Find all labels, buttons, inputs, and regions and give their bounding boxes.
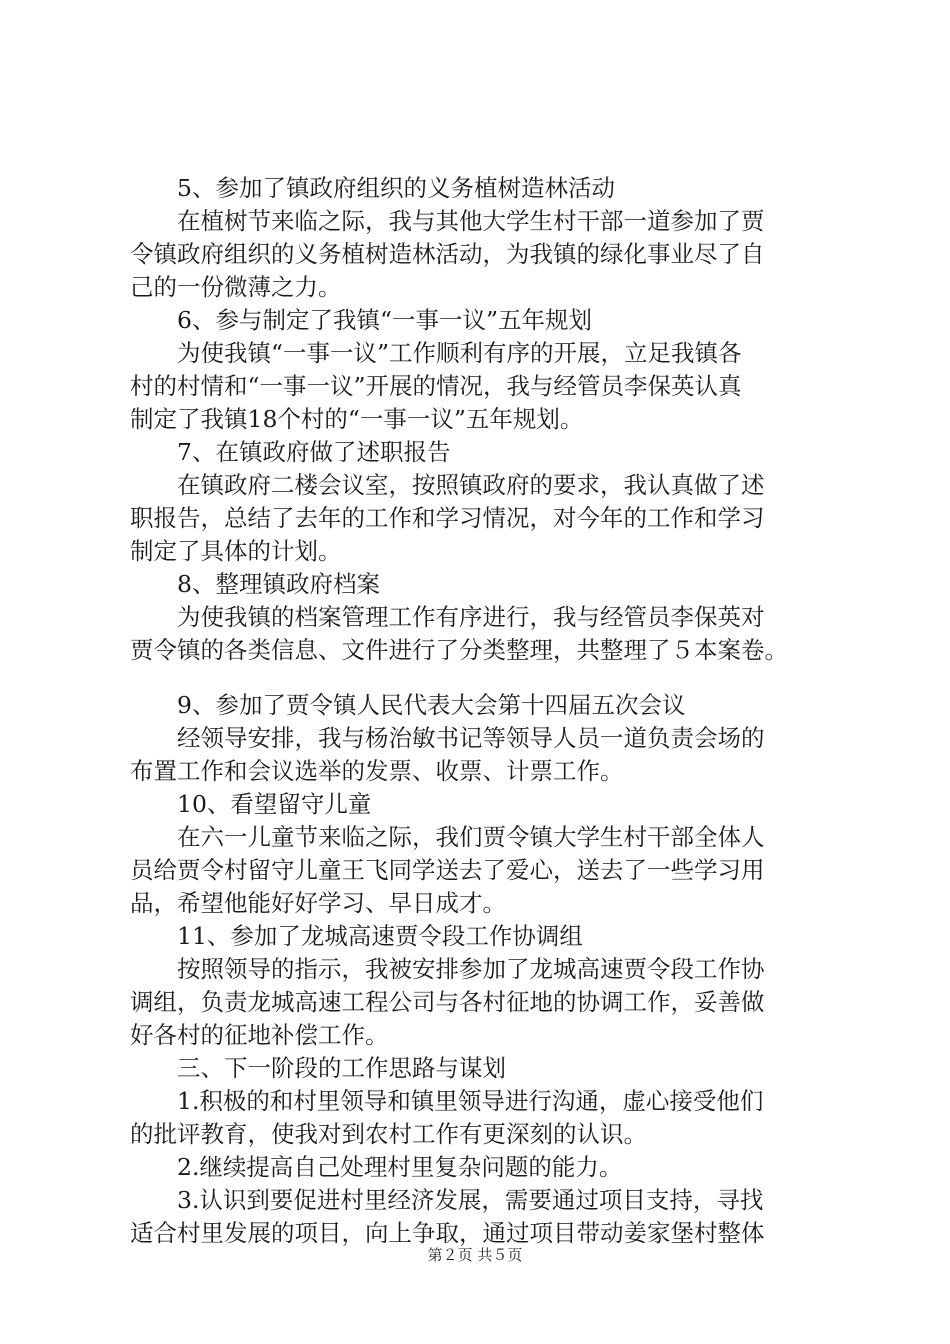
paragraph-line: 适合村里发展的项目，向上争取，通过项目带动姜家堡村整体 [130, 1219, 765, 1247]
paragraph-line: 员给贾令村留守儿童王飞同学送去了爱心，送去了一些学习用 [130, 856, 765, 884]
heading-10: 10、看望留守儿童 [177, 790, 372, 818]
paragraph-spacer [130, 667, 835, 689]
section-heading-3: 三、下一阶段的工作思路与谋划 [177, 1054, 506, 1082]
paragraph-line: 制定了我镇18个村的“一事一议”五年规划。 [130, 405, 584, 433]
plan-item-1: 1.积极的和村里领导和镇里领导进行沟通，虚心接受他们 [177, 1087, 764, 1115]
page-number-footer: 第２页 共５页 [427, 1246, 523, 1264]
heading-8: 8、整理镇政府档案 [177, 570, 380, 598]
plan-item-2: 2.继续提高自己处理村里复杂问题的能力。 [177, 1153, 623, 1181]
paragraph-line: 令镇政府组织的义务植树造林活动，为我镇的绿化事业尽了自 [130, 240, 765, 268]
paragraph-line: 好各村的征地补偿工作。 [130, 1021, 389, 1049]
heading-9: 9、参加了贾令镇人民代表大会第十四届五次会议 [177, 691, 686, 719]
paragraph-line: 制定了具体的计划。 [130, 537, 342, 565]
paragraph-line: 在六一儿童节来临之际，我们贾令镇大学生村干部全体人 [177, 823, 765, 851]
plan-item-3: 3.认识到要促进村里经济发展，需要通过项目支持，寻找 [177, 1186, 764, 1214]
paragraph-line: 为使我镇“一事一议”工作顺利有序的开展，立足我镇各 [177, 339, 742, 367]
paragraph-line: 职报告，总结了去年的工作和学习情况，对今年的工作和学习 [130, 504, 765, 532]
paragraph-line: 村的村情和“一事一议”开展的情况，我与经管员李保英认真 [130, 372, 742, 400]
paragraph-line: 按照领导的指示，我被安排参加了龙城高速贾令段工作协 [177, 955, 765, 983]
paragraph-line: 的批评教育，使我对到农村工作有更深刻的认识。 [130, 1120, 647, 1148]
paragraph-line: 贾令镇的各类信息、文件进行了分类整理，共整理了５本案卷。 [130, 636, 788, 664]
heading-5: 5、参加了镇政府组织的义务植树造林活动 [177, 174, 615, 202]
heading-11: 11、参加了龙城高速贾令段工作协调组 [177, 922, 583, 950]
paragraph-line: 在镇政府二楼会议室，按照镇政府的要求，我认真做了述 [177, 471, 765, 499]
paragraph-line: 为使我镇的档案管理工作有序进行，我与经管员李保英对 [177, 603, 765, 631]
paragraph-line: 经领导安排，我与杨治敏书记等领导人员一道负责会场的 [177, 724, 765, 752]
paragraph-line: 品，希望他能好好学习、早日成才。 [130, 889, 506, 917]
paragraph-line: 在植树节来临之际，我与其他大学生村干部一道参加了贾 [177, 207, 765, 235]
paragraph-line: 调组，负责龙城高速工程公司与各村征地的协调工作，妥善做 [130, 988, 765, 1016]
heading-7: 7、在镇政府做了述职报告 [177, 438, 451, 466]
paragraph-line: 己的一份微薄之力。 [130, 273, 342, 301]
paragraph-line: 布置工作和会议选举的发票、收票、计票工作。 [130, 757, 624, 785]
document-body [130, 172, 835, 1250]
heading-6: 6、参与制定了我镇“一事一议”五年规划 [177, 306, 592, 334]
